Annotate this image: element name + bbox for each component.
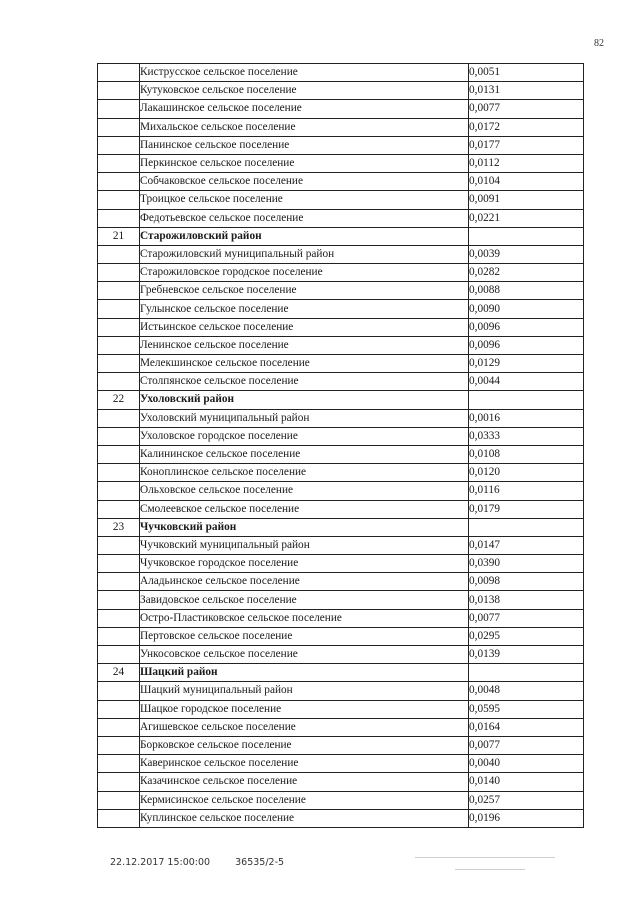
row-number — [98, 536, 140, 554]
region-header-row — [98, 391, 584, 409]
row-number — [98, 173, 140, 191]
row-number — [98, 245, 140, 263]
table-row — [98, 154, 584, 172]
row-number — [98, 264, 140, 282]
settlement-name: Перкинское сельское поселение — [140, 154, 469, 172]
row-number — [98, 464, 140, 482]
coefficient-value: 0,0221 — [469, 209, 584, 227]
settlement-name: Ухоловское городское поселение — [140, 427, 469, 445]
coefficient-value: 0,0048 — [469, 682, 584, 700]
table-row — [98, 555, 584, 573]
coefficient-value: 0,0139 — [469, 646, 584, 664]
settlement-name: Ольховское сельское поселение — [140, 482, 469, 500]
table-row — [98, 300, 584, 318]
settlement-name: Ухоловский район — [140, 391, 469, 409]
settlement-name: Чучковское городское поселение — [140, 555, 469, 573]
settlement-name: Чучковский муниципальный район — [140, 536, 469, 554]
settlement-name: Пертовское сельское поселение — [140, 627, 469, 645]
coefficient-value: 0,0104 — [469, 173, 584, 191]
table-row — [98, 609, 584, 627]
coefficient-value: 0,0088 — [469, 282, 584, 300]
settlement-name: Завидовское сельское поселение — [140, 591, 469, 609]
table-row — [98, 591, 584, 609]
settlement-name: Гулынское сельское поселение — [140, 300, 469, 318]
table-row — [98, 245, 584, 263]
coefficient-value: 0,0172 — [469, 118, 584, 136]
settlement-name: Каверинское сельское поселение — [140, 755, 469, 773]
settlement-name: Киструсское сельское поселение — [140, 64, 469, 82]
settlement-name: Казачинское сельское поселение — [140, 773, 469, 791]
row-number — [98, 627, 140, 645]
table-row — [98, 282, 584, 300]
table-row — [98, 809, 584, 827]
table-row — [98, 755, 584, 773]
settlement-name: Михальское сельское поселение — [140, 118, 469, 136]
coefficient-value: 0,0595 — [469, 700, 584, 718]
table-row — [98, 791, 584, 809]
coefficient-value: 0,0051 — [469, 64, 584, 82]
table-body — [98, 64, 584, 828]
settlement-name: Шацкий район — [140, 664, 469, 682]
row-number — [98, 191, 140, 209]
data-table — [97, 63, 584, 828]
coefficient-value: 0,0120 — [469, 464, 584, 482]
coefficient-value: 0,0131 — [469, 82, 584, 100]
coefficient-value — [469, 391, 584, 409]
settlement-name: Лакашинское сельское поселение — [140, 100, 469, 118]
settlement-name: Ленинское сельское поселение — [140, 336, 469, 354]
table-row — [98, 646, 584, 664]
table-row — [98, 191, 584, 209]
row-number: 24 — [98, 664, 140, 682]
row-number — [98, 791, 140, 809]
row-number — [98, 154, 140, 172]
settlement-name: Панинское сельское поселение — [140, 136, 469, 154]
coefficient-value: 0,0138 — [469, 591, 584, 609]
settlement-name: Куплинское сельское поселение — [140, 809, 469, 827]
row-number: 22 — [98, 391, 140, 409]
row-number — [98, 373, 140, 391]
table-row — [98, 773, 584, 791]
row-number — [98, 718, 140, 736]
coefficient-value: 0,0257 — [469, 791, 584, 809]
table-row — [98, 82, 584, 100]
settlement-name: Аладьинское сельское поселение — [140, 573, 469, 591]
row-number — [98, 282, 140, 300]
coefficient-value: 0,0090 — [469, 300, 584, 318]
table-row — [98, 700, 584, 718]
table-row — [98, 136, 584, 154]
scan-artifact — [455, 869, 525, 870]
coefficient-value: 0,0044 — [469, 373, 584, 391]
table-row — [98, 173, 584, 191]
row-number — [98, 682, 140, 700]
table-row — [98, 100, 584, 118]
table-row — [98, 536, 584, 554]
settlement-name: Коноплинское сельское поселение — [140, 464, 469, 482]
row-number — [98, 573, 140, 591]
coefficient-value: 0,0039 — [469, 245, 584, 263]
coefficient-value: 0,0091 — [469, 191, 584, 209]
row-number — [98, 336, 140, 354]
coefficient-value: 0,0147 — [469, 536, 584, 554]
settlement-name: Собчаковское сельское поселение — [140, 173, 469, 191]
row-number — [98, 591, 140, 609]
table-row — [98, 64, 584, 82]
settlement-name: Старожиловский муниципальный район — [140, 245, 469, 263]
table-row — [98, 682, 584, 700]
coefficient-value: 0,0077 — [469, 609, 584, 627]
table-row — [98, 573, 584, 591]
row-number — [98, 300, 140, 318]
row-number — [98, 209, 140, 227]
row-number — [98, 355, 140, 373]
row-number — [98, 118, 140, 136]
row-number — [98, 755, 140, 773]
table-row — [98, 264, 584, 282]
coefficient-value: 0,0077 — [469, 736, 584, 754]
coefficient-value: 0,0129 — [469, 355, 584, 373]
region-header-row — [98, 227, 584, 245]
row-number — [98, 427, 140, 445]
coefficient-value: 0,0116 — [469, 482, 584, 500]
coefficient-value: 0,0177 — [469, 136, 584, 154]
table-row — [98, 500, 584, 518]
settlement-name: Кутуковское сельское поселение — [140, 82, 469, 100]
settlement-name: Ункосовское сельское поселение — [140, 646, 469, 664]
coefficient-value: 0,0077 — [469, 100, 584, 118]
row-number — [98, 736, 140, 754]
settlement-name: Шацкий муниципальный район — [140, 682, 469, 700]
settlement-name: Старожиловское городское поселение — [140, 264, 469, 282]
coefficient-value: 0,0196 — [469, 809, 584, 827]
coefficient-value: 0,0016 — [469, 409, 584, 427]
table-row — [98, 718, 584, 736]
row-number — [98, 700, 140, 718]
region-header-row — [98, 518, 584, 536]
row-number — [98, 445, 140, 463]
document-footer — [110, 857, 284, 868]
row-number — [98, 609, 140, 627]
row-number: 23 — [98, 518, 140, 536]
row-number — [98, 809, 140, 827]
coefficient-value — [469, 518, 584, 536]
row-number — [98, 64, 140, 82]
coefficient-value: 0,0098 — [469, 573, 584, 591]
settlement-name: Федотьевское сельское поселение — [140, 209, 469, 227]
coefficient-value: 0,0112 — [469, 154, 584, 172]
row-number: 21 — [98, 227, 140, 245]
table-row — [98, 736, 584, 754]
settlement-name: Старожиловский район — [140, 227, 469, 245]
table-row — [98, 445, 584, 463]
settlement-name: Гребневское сельское поселение — [140, 282, 469, 300]
table-row — [98, 118, 584, 136]
region-header-row — [98, 664, 584, 682]
row-number — [98, 773, 140, 791]
coefficient-value: 0,0295 — [469, 627, 584, 645]
settlement-name: Остро-Пластиковское сельское поселение — [140, 609, 469, 627]
footer-timestamp: 22.12.2017 15:00:00 — [110, 857, 211, 868]
row-number — [98, 482, 140, 500]
settlement-name: Ухоловский муниципальный район — [140, 409, 469, 427]
settlement-name: Смолеевское сельское поселение — [140, 500, 469, 518]
settlement-name: Шацкое городское поселение — [140, 700, 469, 718]
row-number — [98, 409, 140, 427]
settlement-name: Агишевское сельское поселение — [140, 718, 469, 736]
coefficient-value: 0,0140 — [469, 773, 584, 791]
row-number — [98, 136, 140, 154]
coefficient-value: 0,0282 — [469, 264, 584, 282]
table-row — [98, 627, 584, 645]
coefficient-value: 0,0390 — [469, 555, 584, 573]
settlement-name: Столпянское сельское поселение — [140, 373, 469, 391]
table-row — [98, 209, 584, 227]
scan-artifact — [415, 857, 555, 858]
coefficient-value — [469, 227, 584, 245]
coefficient-value: 0,0164 — [469, 718, 584, 736]
page-number: 82 — [594, 38, 604, 49]
table-row — [98, 464, 584, 482]
row-number — [98, 318, 140, 336]
table-row — [98, 355, 584, 373]
row-number — [98, 555, 140, 573]
coefficient-value: 0,0096 — [469, 336, 584, 354]
table-row — [98, 318, 584, 336]
row-number — [98, 646, 140, 664]
table-row — [98, 427, 584, 445]
coefficient-value: 0,0179 — [469, 500, 584, 518]
settlement-name: Чучковский район — [140, 518, 469, 536]
coefficient-value — [469, 664, 584, 682]
table-row — [98, 336, 584, 354]
settlement-name: Истьинское сельское поселение — [140, 318, 469, 336]
settlement-name: Троицкое сельское поселение — [140, 191, 469, 209]
coefficient-value: 0,0096 — [469, 318, 584, 336]
table-row — [98, 482, 584, 500]
settlement-name: Мелекшинское сельское поселение — [140, 355, 469, 373]
coefficient-value: 0,0108 — [469, 445, 584, 463]
table-row — [98, 409, 584, 427]
settlement-name: Кермисинское сельское поселение — [140, 791, 469, 809]
table-row — [98, 373, 584, 391]
footer-document-code: 36535/2-5 — [235, 857, 285, 868]
coefficient-value: 0,0333 — [469, 427, 584, 445]
settlement-name: Калининское сельское поселение — [140, 445, 469, 463]
coefficient-value: 0,0040 — [469, 755, 584, 773]
row-number — [98, 82, 140, 100]
row-number — [98, 100, 140, 118]
settlement-name: Борковское сельское поселение — [140, 736, 469, 754]
row-number — [98, 500, 140, 518]
